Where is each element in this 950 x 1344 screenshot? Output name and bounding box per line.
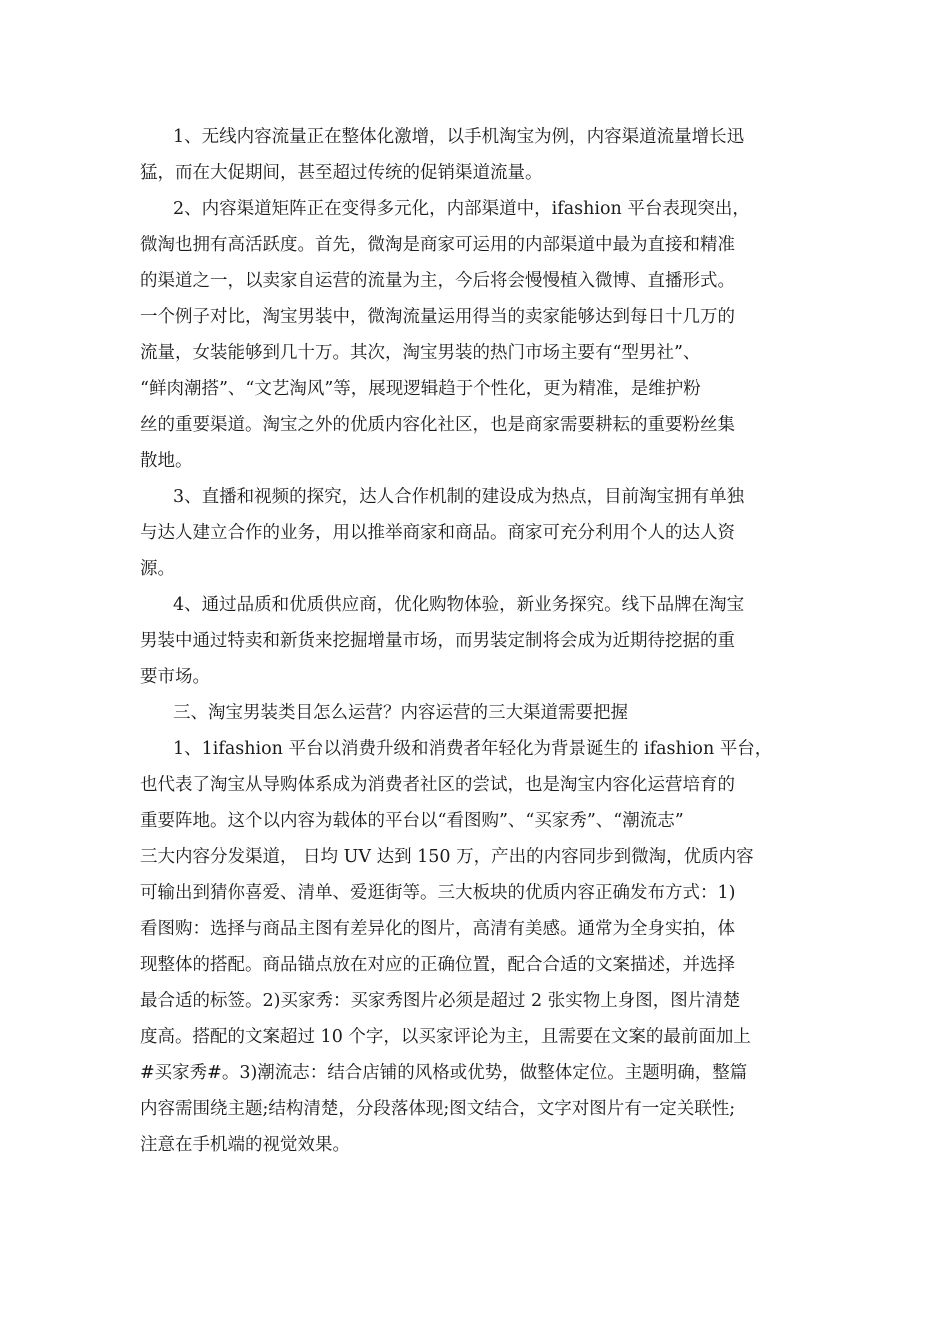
text-line: 现整体的搭配。商品锚点放在对应的正确位置，配合合适的文案描述，并选择 [140, 955, 735, 975]
document-body [140, 119, 830, 1163]
text-line: 3、直播和视频的探究，达人合作机制的建设成为热点，目前淘宝拥有单独 [173, 487, 745, 507]
text-line: 散地。 [140, 451, 193, 471]
text-line: 流量，女装能够到几十万。其次，淘宝男装的热门市场主要有“型男社”、 [140, 343, 701, 363]
text-line: 内容需围绕主题;结构清楚，分段落体现;图文结合，文字对图片有一定关联性; [140, 1099, 736, 1119]
paragraph-4 [140, 587, 830, 695]
paragraph-1 [140, 119, 830, 191]
text-line: 一个例子对比，淘宝男装中，微淘流量运用得当的卖家能够达到每日十几万的 [140, 307, 735, 327]
text-line: 度高。搭配的文案超过 10 个字，以买家评论为主，且需要在文案的最前面加上 [140, 1027, 751, 1047]
text-line: #买家秀#。3)潮流志：结合店铺的风格或优势，做整体定位。主题明确，整篇 [140, 1063, 748, 1083]
text-line: 三大内容分发渠道， 日均 UV 达到 150 万，产出的内容同步到微淘，优质内容 [140, 847, 754, 867]
section-heading [140, 695, 830, 731]
text-line: 重要阵地。这个以内容为载体的平台以“看图购”、“买家秀”、“潮流志” [140, 811, 684, 831]
text-line: 看图购：选择与商品主图有差异化的图片，高清有美感。通常为全身实拍，体 [140, 919, 735, 939]
paragraph-3 [140, 479, 830, 587]
text-line: 1、无线内容流量正在整体化激增，以手机淘宝为例，内容渠道流量增长迅 [173, 127, 745, 147]
text-line: 2、内容渠道矩阵正在变得多元化，内部渠道中，ifashion 平台表现突出， [173, 199, 750, 219]
text-line: “鲜肉潮搭”、“文艺淘风”等，展现逻辑趋于个性化，更为精准，是维护粉 [140, 379, 701, 399]
text-line: 最合适的标签。2)买家秀：买家秀图片必须是超过 2 张实物上身图，图片清楚 [140, 991, 741, 1011]
paragraph-2 [140, 191, 830, 479]
text-line: 4、通过品质和优质供应商，优化购物体验，新业务探究。线下品牌在淘宝 [173, 595, 745, 615]
text-line: 的渠道之一，以卖家自运营的流量为主，今后将会慢慢植入微博、直播形式。 [140, 271, 735, 291]
text-line: 男装中通过特卖和新货来挖掘增量市场，而男装定制将会成为近期待挖据的重 [140, 631, 735, 651]
text-line: 丝的重要渠道。淘宝之外的优质内容化社区，也是商家需要耕耘的重要粉丝集 [140, 415, 735, 435]
text-line: 1、1ifashion 平台以消费升级和消费者年轻化为背景诞生的 ifashion 平台， [173, 739, 773, 759]
text-line: 微淘也拥有高活跃度。首先，微淘是商家可运用的内部渠道中最为直接和精准 [140, 235, 735, 255]
text-line: 源。 [140, 559, 175, 579]
text-line: 注意在手机端的视觉效果。 [140, 1135, 350, 1155]
text-line: 猛，而在大促期间，甚至超过传统的促销渠道流量。 [140, 163, 543, 183]
text-line: 也代表了淘宝从导购体系成为消费者社区的尝试，也是淘宝内容化运营培育的 [140, 775, 735, 795]
text-line: 与达人建立合作的业务，用以推举商家和商品。商家可充分利用个人的达人资 [140, 523, 735, 543]
paragraph-5 [140, 731, 830, 1163]
heading-line: 三、淘宝男装类目怎么运营？内容运营的三大渠道需要把握 [173, 703, 628, 723]
text-line: 可输出到猜你喜爱、清单、爱逛街等。三大板块的优质内容正确发布方式：1) [140, 883, 736, 903]
text-line: 要市场。 [140, 667, 210, 687]
